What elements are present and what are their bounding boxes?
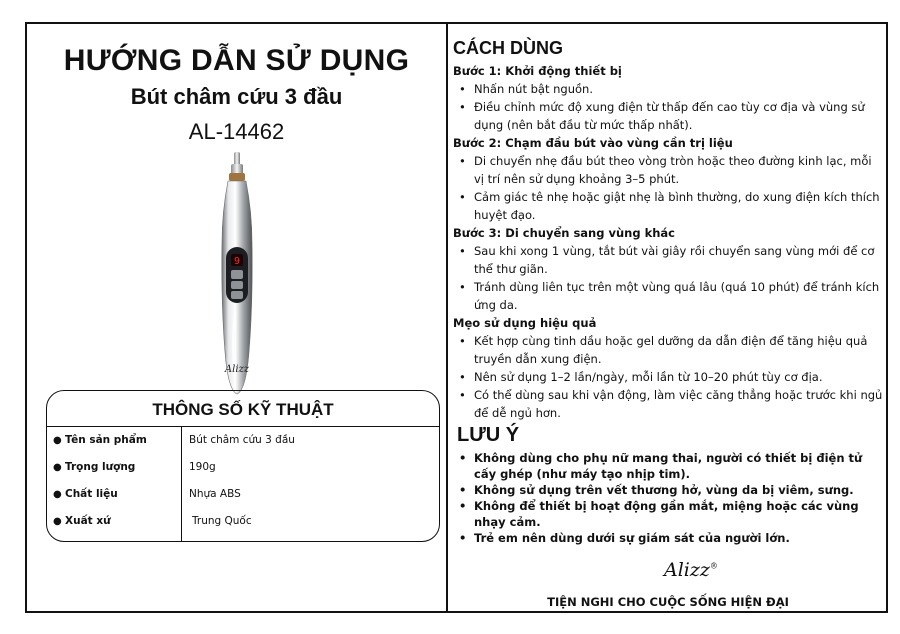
step-bullets bbox=[453, 80, 883, 134]
document-frame bbox=[25, 22, 888, 613]
acupuncture-pen-image bbox=[207, 152, 267, 400]
list-item: • Không dùng cho phụ nữ mang thai, người có thiết bị điện tử cấy ghép (như máy tạo nhịp tim). bbox=[453, 450, 883, 482]
step-title: Bước 3: Di chuyển sang vùng khác bbox=[453, 226, 675, 240]
list-item: • Nhấn nút bật nguồn. bbox=[453, 80, 883, 98]
step-bullets bbox=[453, 152, 883, 224]
product-subtitle: Bút châm cứu 3 đầu bbox=[130, 84, 343, 109]
brand-logo bbox=[664, 559, 718, 581]
spec-row bbox=[47, 458, 439, 484]
spec-value: 190g bbox=[189, 461, 216, 473]
bullet-icon: ● bbox=[53, 516, 62, 527]
spec-label: Chất liệu bbox=[65, 488, 118, 500]
list-item: • Tránh dùng liên tục trên một vùng quá lâu (quá 10 phút) để tránh kích ứng da. bbox=[453, 278, 883, 314]
spec-value: Trung Quốc bbox=[192, 515, 252, 527]
spec-label: Xuất xứ bbox=[65, 515, 111, 527]
pen-logo: Alizz bbox=[224, 364, 250, 375]
list-item: • Trẻ em nên dùng dưới sự giám sát của người lớn. bbox=[453, 530, 883, 546]
list-item: • Không để thiết bị hoạt động gần mắt, miệng hoặc các vùng nhạy cảm. bbox=[453, 498, 883, 530]
list-item: • Có thể dùng sau khi vận động, làm việc căng thẳng hoặc trước khi ngủ để dễ ngủ hơn. bbox=[453, 386, 883, 422]
list-item: • Di chuyển nhẹ đầu bút theo vòng tròn hoặc theo đường kinh lạc, mỗi vị trí nên sử dụng khoảng 3–5 phút. bbox=[453, 152, 883, 188]
power-button[interactable] bbox=[231, 270, 243, 279]
specs-header-rule bbox=[47, 426, 439, 427]
list-item: • Cảm giác tê nhẹ hoặc giật nhẹ là bình thường, do xung điện kích thích huyệt đạo. bbox=[453, 188, 883, 224]
step-title: Bước 1: Khởi động thiết bị bbox=[453, 64, 622, 78]
instructions bbox=[453, 38, 883, 546]
brand-name: Alizz bbox=[664, 559, 710, 581]
registered-mark: ® bbox=[709, 561, 718, 571]
spec-row bbox=[47, 512, 439, 538]
list-item: • Nên sử dụng 1–2 lần/ngày, mỗi lần từ 10–20 phút tùy cơ địa. bbox=[453, 368, 883, 386]
spec-value: Bút châm cứu 3 đầu bbox=[189, 434, 295, 446]
bullet-icon: ● bbox=[53, 435, 62, 446]
model-number: AL-14462 bbox=[188, 119, 285, 144]
specs-table bbox=[46, 390, 440, 542]
step-bullets bbox=[453, 242, 883, 314]
bullet-icon: ● bbox=[53, 489, 62, 500]
spec-label: Tên sản phẩm bbox=[65, 434, 147, 446]
left-panel bbox=[27, 24, 446, 611]
note-heading: LƯU Ý bbox=[457, 424, 520, 446]
list-item: • Không sử dụng trên vết thương hở, vùng da bị viêm, sưng. bbox=[453, 482, 883, 498]
plus-button[interactable] bbox=[231, 281, 243, 289]
note-bullets bbox=[453, 450, 883, 546]
step-title: Bước 2: Chạm đầu bút vào vùng cần trị liệu bbox=[453, 136, 733, 150]
list-item: • Điều chỉnh mức độ xung điện từ thấp đến cao tùy cơ địa và vùng sử dụng (nên bắt đầu từ mức thấp nhất). bbox=[453, 98, 883, 134]
spec-value: Nhựa ABS bbox=[189, 488, 241, 500]
spec-label: Trọng lượng bbox=[65, 461, 136, 473]
right-panel bbox=[448, 24, 888, 611]
bullet-icon: ● bbox=[53, 462, 62, 473]
list-item: • Sau khi xong 1 vùng, tắt bút vài giây rồi chuyển sang vùng mới để cơ thể thư giãn. bbox=[453, 242, 883, 278]
list-item: • Kết hợp cùng tinh dầu hoặc gel dưỡng da dẫn điện để tăng hiệu quả truyền dẫn xung điện. bbox=[453, 332, 883, 368]
usage-heading: CÁCH DÙNG bbox=[453, 38, 563, 58]
tips-bullets bbox=[453, 332, 883, 422]
spec-row bbox=[47, 485, 439, 511]
spec-row bbox=[47, 431, 439, 457]
display-digit: 9 bbox=[233, 256, 241, 267]
tips-title: Mẹo sử dụng hiệu quả bbox=[453, 316, 597, 330]
minus-button[interactable] bbox=[231, 291, 243, 299]
specs-title: THÔNG SỐ KỸ THUẬT bbox=[152, 400, 334, 419]
brand-slogan: TIỆN NGHI CHO CUỘC SỐNG HIỆN ĐẠI bbox=[547, 595, 789, 609]
main-title: HƯỚNG DẪN SỬ DỤNG bbox=[63, 44, 410, 77]
